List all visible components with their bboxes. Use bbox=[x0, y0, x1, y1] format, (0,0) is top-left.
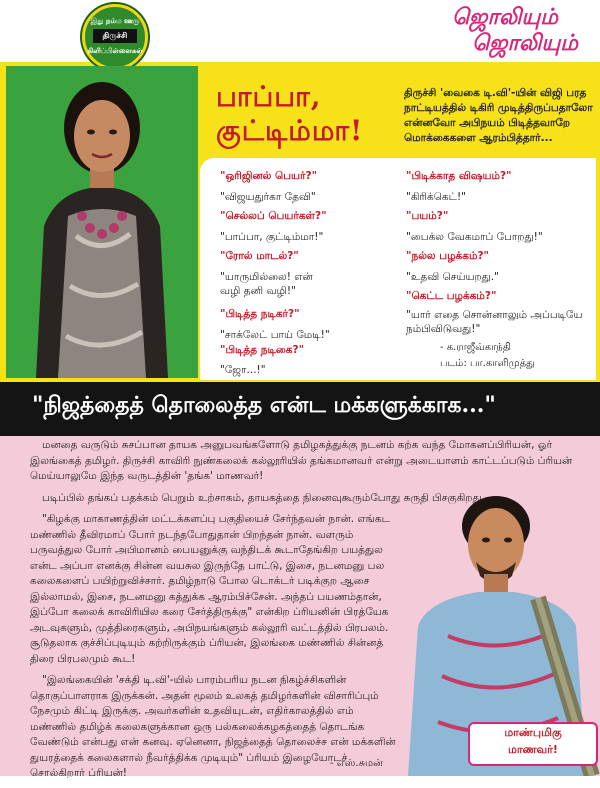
qa-question: "பயம்?" bbox=[406, 210, 449, 222]
interviewee-photo bbox=[6, 66, 198, 378]
qa-panel bbox=[200, 158, 596, 380]
qa-answer: "விஜயதுர்கா தேவி" bbox=[220, 191, 316, 203]
column-logo bbox=[452, 4, 592, 64]
student-badge bbox=[468, 722, 598, 766]
body-paragraph: படிப்பில் தங்கப் பதக்கம் பெறும் உற்சாகம், தாயகத்தை நினைவுகூரும்போது சுருதி பிசகுகிறது. bbox=[42, 491, 485, 504]
qa-question: "பிடிக்காத விஷயம்?" bbox=[406, 170, 512, 182]
title-line2: குட்டிம்மா! bbox=[216, 114, 364, 147]
qa-answer: "கிரிக்கெட்!" bbox=[406, 191, 466, 203]
badge-line3: கிளிப்பிள்ளைகள் bbox=[87, 47, 143, 55]
feature-intro: திருச்சி 'வைகை டி.வி'-யின் விஜி பரத நாட்டியத்தில் டிகிரி முடித்திருப்பதாலோ என்னவோ அபிநயம் பிடித்தவாறே மொக்கைகளை ஆரம்பித்தார்... bbox=[404, 87, 593, 144]
qa-question: "செல்லப் பெயர்கள்?" bbox=[220, 210, 327, 222]
badge2-line2: மாணவர்! bbox=[508, 743, 558, 756]
qa-question: "ரோல் மாடல்?" bbox=[220, 250, 299, 262]
qa-answer: "உதவி செய்யறது." bbox=[406, 271, 499, 283]
feature-title bbox=[216, 80, 363, 148]
qa-answer: "பாப்பா, குட்டிம்மா!" bbox=[220, 231, 324, 243]
qa-question: "பிடித்த நடிகர்?" bbox=[220, 308, 300, 320]
qa-question: "பிடித்த நடிகை?" bbox=[220, 344, 305, 356]
writer-credit: - க.ராஜீவ்காந்தி bbox=[440, 342, 511, 353]
qa-answer: "யாருமில்லை! என் வழி தனி வழி!" bbox=[220, 271, 313, 297]
logo-line1: ஜொலியும் bbox=[452, 4, 558, 30]
qa-answer: "சாக்லேட் பாய் மேடி!" bbox=[220, 329, 330, 341]
qa-answer: "பைக்ல வேகமாப் போறது!" bbox=[406, 231, 543, 243]
section-badge bbox=[82, 4, 148, 70]
woman-figure-icon bbox=[6, 66, 198, 378]
story-credit: - எஸ்.சுமன் bbox=[330, 758, 383, 769]
qa-question: "ஒரிஜினல் பெயர்?" bbox=[220, 170, 318, 182]
body-paragraph: "இலங்கையின் 'சக்தி டி.வி'-யில் பாரம்பரிய நடன நிகழ்ச்சிகளின் தொகுப்பாளராக இருக்கன். அதன் மூலம் உலகத் தமிழர்களின் விசாரிப்பும் நேசமும் கிட்டி இருக்கு. அவர்களின் உதவியுடன், எதிர்காலத்தில் எம் மண்ணில் தமிழ்க் கலைகளுக்கான ஒரு பல்கலைக்கழகத்தைத் தொடங்க வேண்டும் என்பது என் கனவு. ஏனெனா, நிஜத்தைத் தொலைச்ச என் மக்களின் துயரத்தைக் கலைகளால் நீவர்த்திக்க முடியும்" ப்ரியம் இழையோடச் சொல்கிறார் ப்ரியன்! bbox=[30, 674, 396, 779]
badge2-line1: மாண்புமிகு bbox=[504, 726, 562, 739]
qa-question: "கெட்ட பழக்கம்?" bbox=[406, 290, 497, 302]
qa-answer: "ஜோ...!" bbox=[220, 364, 266, 376]
qa-question: "நல்ல பழக்கம்?" bbox=[406, 250, 490, 262]
badge-line2: திருச்சி bbox=[93, 29, 137, 43]
logo-line2: ஜொலியும் bbox=[472, 30, 578, 56]
body-paragraph: மனதை வருடும் சுசப்பான தாயக அனுபவங்களோடு தமிழகத்துக்கு நடனம் கற்க வந்த மோகனப்பிரியன், ஓர் இலங்கைத் தமிழர். திருச்சி காவிரி நுண்கலைக் கல்லூரியில் தங்கமானவர் என்று அடையாளம் காட்டப்படும் ப்ரியன் மெய்யாலுமே இந்த வருடத்தின் 'தங்க' மாணவர்! bbox=[30, 439, 573, 482]
title-line1: பாப்பா, bbox=[216, 80, 322, 113]
badge-line1: இது நம்ம ஊரு bbox=[90, 17, 140, 25]
story-headline: "நிஜத்தைத் தொலைத்த என்ட மக்களுக்காக..." bbox=[32, 392, 496, 418]
qa-answer: "யார் எதை சொன்னாலும் அப்படியே நம்பிவிடுவது!" bbox=[406, 309, 583, 335]
photo-credit: படம்: பா.காளிமுத்து bbox=[440, 358, 535, 369]
body-paragraph: "கிழக்கு மாகாணத்தின் மட்டக்களப்பு பகுதியைச் சேர்ந்தவன் நான். எங்கட மண்ணில் தீவிரமாப் போர் நடந்தபோதுதான் பிறந்தன் நான். வளரும் பருவத்துல போர் அபிமானம் பையனுக்கு வந்திடக் கூடாதேங்கிற பயத்துல என்ட அப்பா எனக்கு சின்ன வயசுல இருந்தே பாட்டு, இசை, நடனமனு பல கலைகளைப் பயிற்றுவிச்சார். தமிழ்நாடு போல டொக்டர் படிக்குற ஆசை இல்லாமல், இசை, நடனமனு கத்துக்க ஆரம்பிச்சேன். அந்தப் பயணம்தான், இப்போ கலைக் காவிரியில கரை சேர்த்திருக்கு" என்கிற ப்ரியனின் பிரத்யேக அடவுகளும், முத்திரைகளும், அபிநயங்களும் கல்லூரி வட்டத்தில் பிரபலம். சூடுதலாக குச்சிப்புடியும் கற்றிருக்கும் ப்ரியன், இலங்கை மண்ணில் சின்னத் திரை பிரபலமும் கூட! bbox=[30, 513, 390, 665]
